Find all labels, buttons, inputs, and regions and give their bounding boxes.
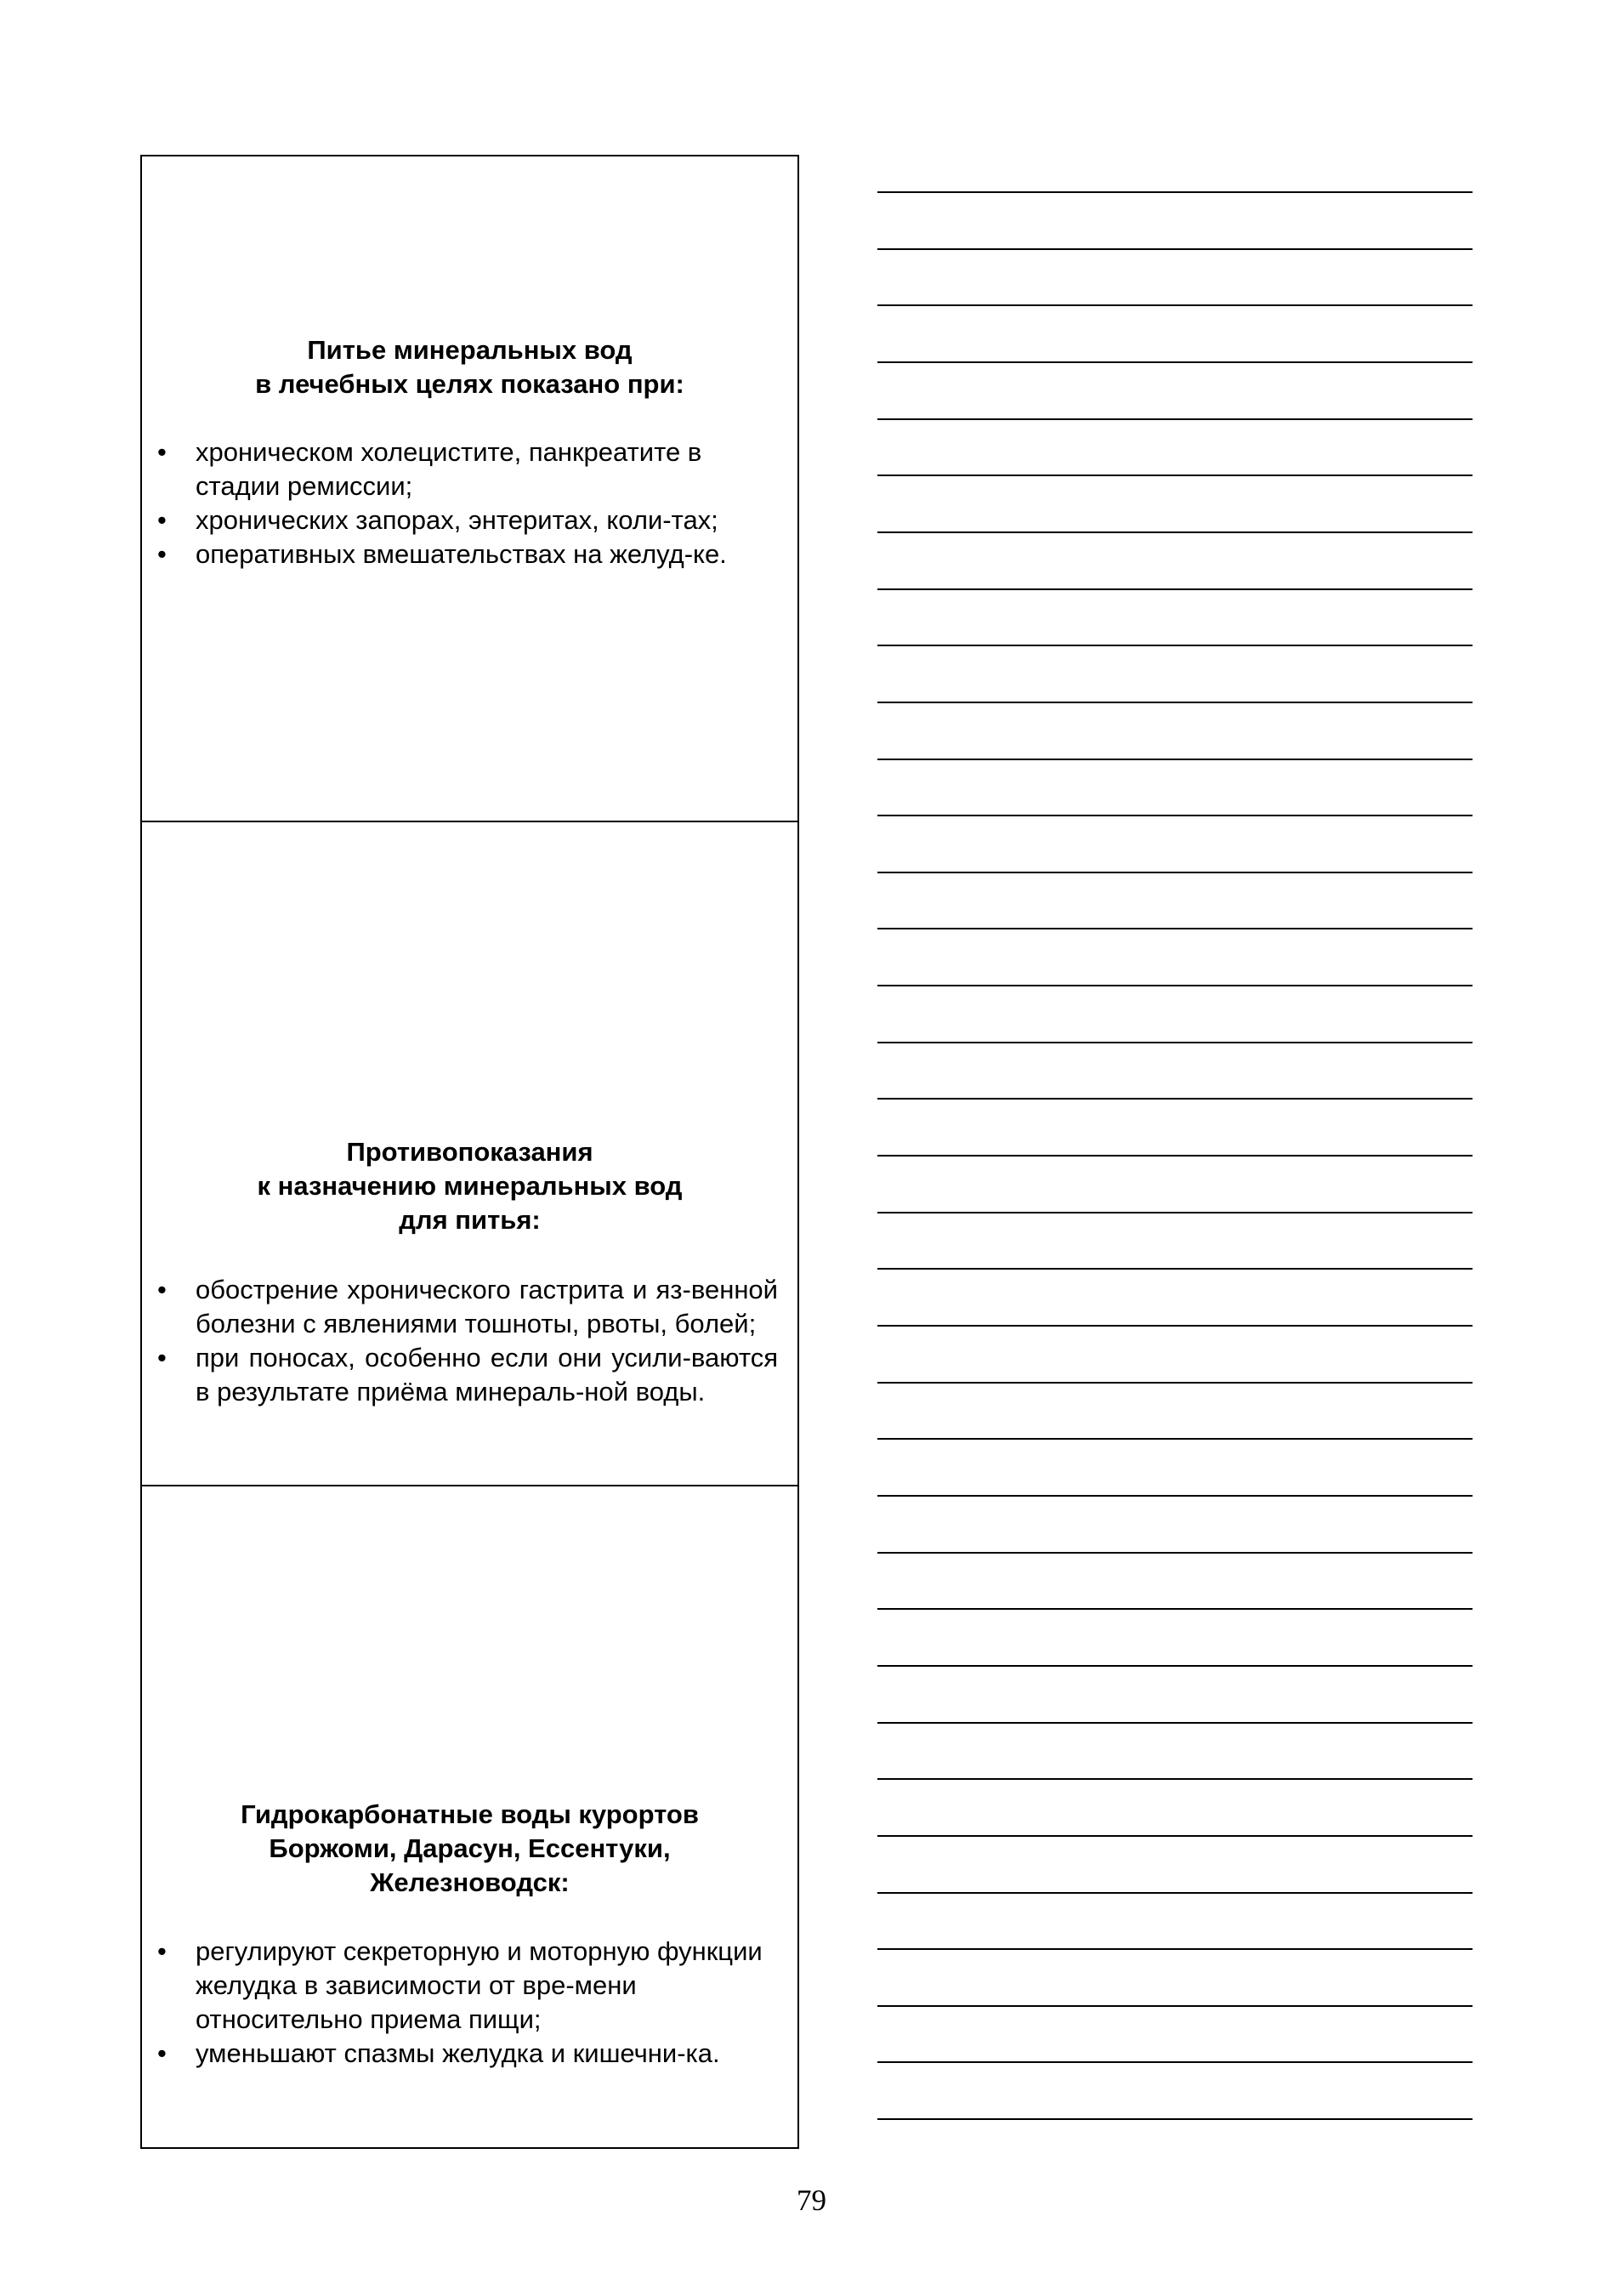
notes-line [877,1268,1473,1270]
notes-line [877,1608,1473,1610]
slide-title [142,1135,797,1237]
slides-column [140,155,799,2149]
slide-title-line: для питья: [399,1205,541,1235]
notes-line [877,304,1473,306]
bullet-item: • оперативных вмешательствах на желуд-ке. [157,537,778,571]
page-number: 79 [797,2184,826,2217]
notes-line [877,1438,1473,1440]
notes-line [877,759,1473,760]
notes-line [877,2118,1473,2120]
slide-title-line: Питье минеральных вод [307,335,633,365]
notes-line [877,702,1473,703]
slide-hydrocarbonate-waters [142,1485,797,2149]
notes-line [877,1325,1473,1327]
bullet-item: • обострение хронического гастрита и яз-венной болезни с явлениями тошноты, рвоты, болей; [157,1273,778,1341]
slide-contraindications [142,821,797,1485]
notes-line [877,2061,1473,2063]
notes-line [877,928,1473,929]
notes-line [877,2005,1473,2007]
notes-line [877,872,1473,873]
notes-line [877,248,1473,250]
notes-line [877,1722,1473,1724]
slide-title-line: Железноводск: [370,1867,570,1897]
notes-line [877,1382,1473,1384]
slide-drinking-indications [142,156,797,821]
notes-line [877,531,1473,533]
notes-line [877,361,1473,363]
notes-line [877,1835,1473,1837]
notes-line [877,1665,1473,1667]
slide-title-line: Гидрокарбонатные воды курортов [241,1799,699,1829]
notes-line [877,1552,1473,1554]
notes-line [877,1495,1473,1497]
slide-title-line: Противопоказания [346,1137,593,1167]
bullet-item: • регулируют секреторную и моторную функции желудка в зависимости от вре-мени относительно приема пищи; [157,1935,778,2037]
notes-line [877,1098,1473,1100]
notes-line [877,1778,1473,1780]
notes-line [877,1042,1473,1043]
bullet-item: • уменьшают спазмы желудка и кишечни-ка. [157,2037,778,2071]
notes-line [877,418,1473,420]
slide-title [142,333,797,401]
notes-line [877,1892,1473,1894]
bullet-item: • при поносах, особенно если они усили-ваются в результате приёма минераль-ной воды. [157,1341,778,1409]
bullet-item: • хроническом холецистите, панкреатите в стадии ремиссии; [157,435,778,503]
notes-line [877,645,1473,646]
notes-line [877,475,1473,476]
bullet-list [157,1273,778,1409]
slide-title-line: Боржоми, Дарасун, Ессентуки, [269,1833,671,1863]
slide-title [142,1798,797,1900]
notes-line [877,191,1473,193]
bullet-item: • хронических запорах, энтеритах, коли-тах; [157,503,778,537]
bullet-list [157,435,778,571]
notes-line [877,1948,1473,1950]
slide-title-line: в лечебных целях показано при: [255,369,684,399]
notes-line [877,815,1473,816]
notes-line [877,1155,1473,1157]
slide-title-line: к назначению минеральных вод [257,1171,683,1201]
notes-line [877,1212,1473,1213]
bullet-list [157,1935,778,2071]
notes-line [877,588,1473,590]
notes-line [877,985,1473,986]
